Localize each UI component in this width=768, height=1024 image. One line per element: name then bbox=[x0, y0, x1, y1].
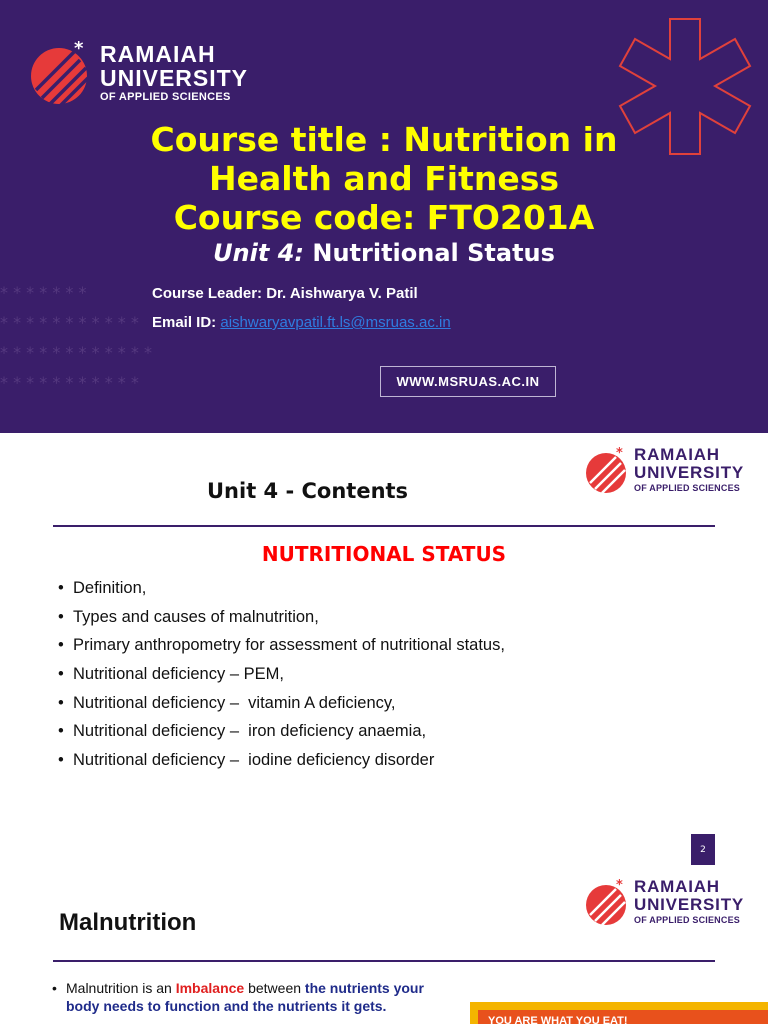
logo-line-2: UNIVERSITY bbox=[634, 895, 745, 914]
list-item: • Types and causes of malnutrition, bbox=[58, 603, 505, 632]
logo-line-3: OF APPLIED SCIENCES bbox=[100, 91, 231, 103]
course-title-line-2: Health and Fitness bbox=[209, 159, 559, 198]
svg-text:* * * * * * * * * *: * * * * * * * * * * * * bbox=[0, 343, 152, 362]
page-number: 2 bbox=[691, 834, 715, 865]
logo-line-1: RAMAIAH bbox=[634, 877, 720, 896]
heading-divider bbox=[53, 960, 715, 962]
course-leader: Course Leader: Dr. Aishwarya V. Patil bbox=[152, 285, 418, 302]
list-item: • Nutritional deficiency – PEM, bbox=[58, 660, 505, 689]
text-line-2: body needs to function and the nutrients it gets. bbox=[66, 998, 387, 1014]
unit-prefix: Unit 4: bbox=[213, 239, 304, 267]
email-row bbox=[152, 314, 451, 331]
text-part: Malnutrition is an bbox=[66, 980, 176, 996]
logo-line-1: RAMAIAH bbox=[100, 41, 216, 67]
list-item: • Primary anthropometry for assessment of nutritional status, bbox=[58, 631, 505, 660]
university-logo-small bbox=[586, 445, 744, 495]
contents-slide bbox=[0, 433, 768, 867]
university-logo-small bbox=[586, 877, 744, 927]
svg-text:*: * bbox=[616, 446, 623, 461]
malnutrition-slide bbox=[0, 867, 768, 1024]
email-link[interactable]: aishwaryavpatil.ft.ls@msruas.ac.in bbox=[220, 314, 451, 331]
course-code-line: Course code: FTO201A bbox=[173, 198, 595, 237]
website-button[interactable]: WWW.MSRUAS.AC.IN bbox=[380, 366, 556, 397]
svg-text:* * * * * * * * * *: * * * * * * * * * * * bbox=[0, 373, 139, 392]
highlight-red: Imbalance bbox=[175, 980, 245, 996]
svg-text:* * * * * * *: * * * * * * * bbox=[0, 283, 87, 302]
contents-list bbox=[58, 574, 505, 775]
definition-paragraph bbox=[52, 979, 464, 1015]
heading-divider bbox=[53, 525, 715, 527]
unit-name: Nutritional Status bbox=[312, 239, 555, 267]
svg-text:* * * * * * * * * *: * * * * * * * * * * * bbox=[0, 313, 139, 332]
banner-label: YOU ARE WHAT YOU EAT! bbox=[478, 1010, 768, 1024]
list-item: • Nutritional deficiency – iron deficiency anaemia, bbox=[58, 717, 505, 746]
logo-line-3: OF APPLIED SCIENCES bbox=[634, 483, 740, 493]
svg-text:*: * bbox=[616, 878, 623, 893]
list-item: • Definition, bbox=[58, 574, 505, 603]
university-logo bbox=[30, 38, 248, 108]
logo-emblem-icon bbox=[586, 877, 628, 927]
slide-heading: Malnutrition bbox=[59, 909, 197, 936]
text-part: between bbox=[244, 980, 305, 996]
list-item: • Nutritional deficiency – vitamin A deficiency, bbox=[58, 689, 505, 718]
logo-line-3: OF APPLIED SCIENCES bbox=[634, 915, 740, 925]
bullet-dot: • bbox=[52, 980, 57, 996]
email-label: Email ID: bbox=[152, 314, 217, 331]
svg-text:*: * bbox=[74, 38, 84, 59]
list-item: • Nutritional deficiency – iodine deficiency disorder bbox=[58, 746, 505, 775]
course-title-line-1: Course title : Nutrition in bbox=[150, 120, 618, 159]
logo-emblem-icon bbox=[586, 445, 628, 495]
highlight-blue: the nutrients your bbox=[304, 980, 424, 996]
logo-line-2: UNIVERSITY bbox=[100, 65, 249, 91]
logo-emblem-icon bbox=[30, 38, 92, 108]
logo-line-1: RAMAIAH bbox=[634, 445, 720, 464]
title-slide bbox=[0, 0, 768, 433]
slide-heading: Unit 4 - Contents bbox=[207, 479, 409, 503]
image-banner bbox=[470, 1002, 768, 1024]
course-title-block bbox=[0, 120, 768, 269]
logo-line-2: UNIVERSITY bbox=[634, 463, 745, 482]
section-title: NUTRITIONAL STATUS bbox=[261, 542, 507, 566]
unit-title bbox=[0, 237, 768, 269]
